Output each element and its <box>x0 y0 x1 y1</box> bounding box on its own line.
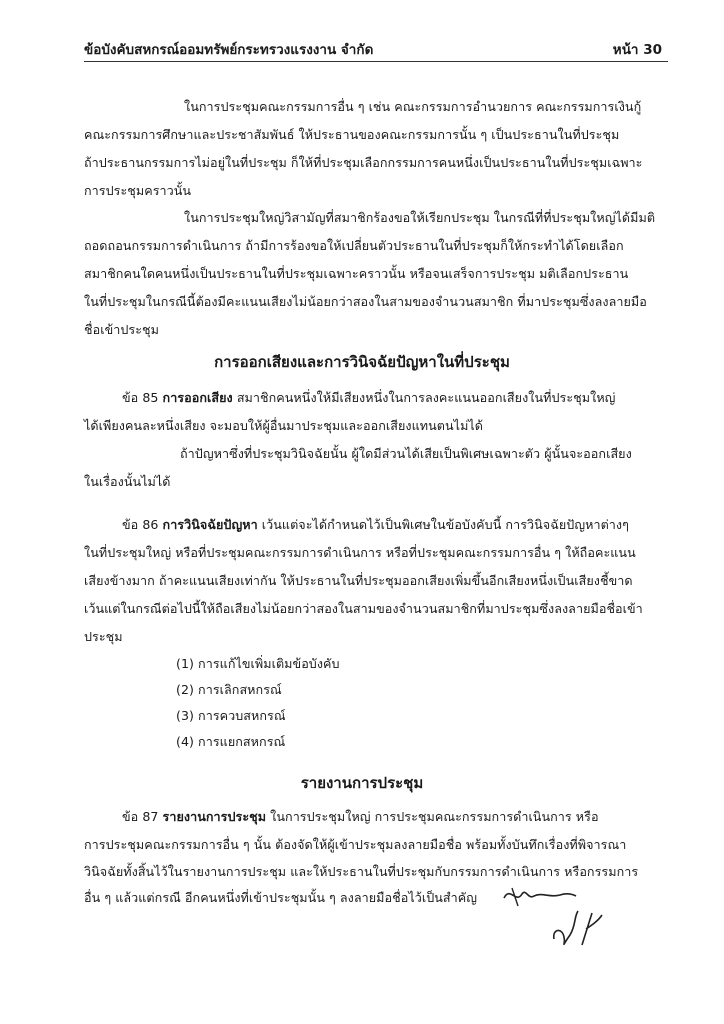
header-divider <box>84 61 668 62</box>
list-item: (3) การควบสหกรณ์ <box>176 708 286 723</box>
paragraph-line: เสียงข้างมาก ถ้าคะแนนเสียงเท่ากัน ให้ประธานในที่ประชุมออกเสียงเพิ่มขึ้นอีกเสียงหนึ่งเป็นเสียงชี้ขาด <box>84 573 633 588</box>
section-heading: การออกเสียงและการวินิจฉัยปัญหาในที่ประชุม <box>214 353 510 371</box>
section-text: สมาชิกคนหนึ่งให้มีเสียงหนึ่งในการลงคะแนนออกเสียงในที่ประชุมใหญ่ <box>236 390 616 405</box>
section-title: การออกเสียง <box>162 390 233 405</box>
paragraph-line: ถ้าประธานกรรมการไม่อยู่ในที่ประชุม ก็ให้ที่ประชุมเลือกกรรมการคนหนึ่งเป็นประธานในที่ประชุมเฉพาะ <box>84 155 643 170</box>
page-number: หน้า 30 <box>612 42 662 58</box>
paragraph-line: ในเรื่องนั้นไม่ได้ <box>84 474 171 489</box>
section-title: รายงานการประชุม <box>162 809 267 824</box>
list-item: (1) การแก้ไขเพิ่มเติมข้อบังคับ <box>176 656 340 671</box>
section-text: เว้นแต่จะได้กำหนดไว้เป็นพิเศษในข้อบังคับนี้ การวินิจฉัยปัญหาต่างๆ <box>261 517 629 532</box>
paragraph-line: การประชุมคณะกรรมการอื่น ๆ นั้น ต้องจัดให้ผู้เข้าประชุมลงลายมือชื่อ พร้อมทั้งบันทึกเรื่องที่พิจารณา <box>84 837 627 852</box>
section-number: ข้อ 85 <box>122 390 159 405</box>
list-item: (2) การเลิกสหกรณ์ <box>176 682 282 697</box>
paragraph-line: ในที่ประชุมใหญ่ หรือที่ประชุมคณะกรรมการดำเนินการ หรือที่ประชุมคณะกรรมการอื่น ๆ ให้ถือคะแนน <box>84 545 636 560</box>
paragraph-line: เว้นแต่ในกรณีต่อไปนี้ให้ถือเสียงไม่น้อยกว่าสองในสามของจำนวนสมาชิกที่มาประชุมซึ่งลงลายมือชื่อเข้า <box>84 601 643 616</box>
paragraph-line: ในที่ประชุมในกรณีนี้ต้องมีคะแนนเสียงไม่น้อยกว่าสองในสามของจำนวนสมาชิก ที่มาประชุมซึ่งลงลายมือ <box>84 294 647 309</box>
section-85-line <box>122 389 615 407</box>
paragraph-line: ถอดถอนกรรมการดำเนินการ ถ้ามีการร้องขอให้เปลี่ยนตัวประธานในที่ประชุมก็ให้กระทำได้โดยเลือก <box>84 238 624 253</box>
paragraph-line: การประชุมคราวนั้น <box>84 183 192 198</box>
header-title: ข้อบังคับสหกรณ์ออมทรัพย์กระทรวงแรงงาน จำกัด <box>84 42 374 58</box>
paragraph-line: ได้เพียงคนละหนึ่งเสียง จะมอบให้ผู้อื่นมาประชุมและออกเสียงแทนตนไม่ได้ <box>84 418 484 433</box>
paragraph-line: ถ้าปัญหาซึ่งที่ประชุมวินิจฉัยนั้น ผู้ใดมีส่วนได้เสียเป็นพิเศษเฉพาะตัว ผู้นั้นจะออกเสียง <box>180 446 632 461</box>
paragraph-line: คณะกรรมการศึกษาและประชาสัมพันธ์ ให้ประธานของคณะกรรมการนั้น ๆ เป็นประธานในที่ประชุม <box>84 127 620 142</box>
paragraph-line: ประชุม <box>84 629 123 644</box>
section-86-line <box>122 516 629 534</box>
section-heading: รายงานการประชุม <box>300 774 424 792</box>
paragraph-line: ชื่อเข้าประชุม <box>84 322 159 337</box>
section-title: การวินิจฉัยปัญหา <box>162 517 258 532</box>
paragraph-line: สมาชิกคนใดคนหนึ่งเป็นประธานในที่ประชุมเฉพาะคราวนั้น หรือจนเสร็จการประชุม มติเลือกประธาน <box>84 266 629 281</box>
paragraph-line: วินิจฉัยทั้งสิ้นไว้ในรายงานการประชุม และให้ประธานในที่ประชุมกับกรรมการดำเนินการ หรือกรรมการ <box>84 864 639 879</box>
page-header <box>84 34 662 60</box>
section-text: ในการประชุมใหญ่ การประชุมคณะกรรมการดำเนินการ หรือ <box>270 809 599 824</box>
paragraph-line: ในการประชุมคณะกรรมการอื่น ๆ เช่น คณะกรรมการอำนวยการ คณะกรรมการเงินกู้ <box>184 99 642 114</box>
section-number: ข้อ 86 <box>122 517 159 532</box>
list-item: (4) การแยกสหกรณ์ <box>176 734 286 749</box>
section-number: ข้อ 87 <box>122 809 159 824</box>
section-87-line <box>122 808 599 826</box>
handwritten-initial-2 <box>548 905 608 955</box>
paragraph-line: ในการประชุมใหญ่วิสามัญที่สมาชิกร้องขอให้เรียกประชุม ในกรณีที่ที่ประชุมใหญ่ได้มีมติ <box>184 210 656 225</box>
paragraph-line: อื่น ๆ แล้วแต่กรณี อีกคนหนึ่งที่เข้าประชุมนั้น ๆ ลงลายมือชื่อไว้เป็นสำคัญ <box>84 890 477 905</box>
